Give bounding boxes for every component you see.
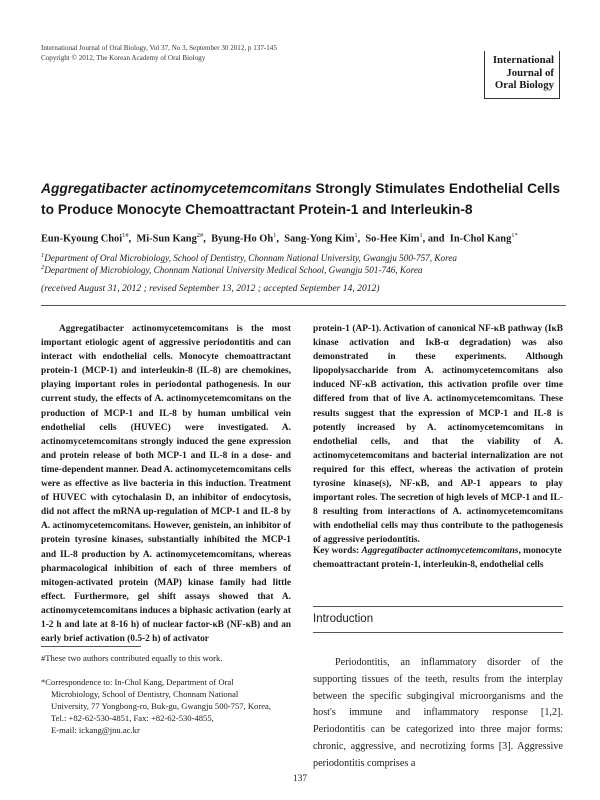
brand-line-1: International	[492, 54, 554, 66]
paper-title	[41, 178, 566, 220]
author-name: Mi-Sun Kang	[136, 233, 197, 245]
footnote-line: *Correspondence to: In-Chol Kang, Department of Oral	[41, 677, 234, 687]
footnote-line: E-mail: ickang@jnu.ac.kr	[51, 725, 140, 735]
affiliation-text: Department of Microbiology, Chonnam National University Medical School, Gwangju 501-746, Korea	[44, 265, 423, 276]
keywords	[313, 545, 563, 572]
introduction-text: Periodontitis, an inflammatory disorder of the supporting tissues of the teeth, results from the interplay between the specific subgingival microorganisms and the host's immune and inflammatory response [1,2]. Periodontitis can be categorized into three major forms: chronic, aggressive, and necrotizing forms [3]. Aggressive periodontitis comprises a	[313, 657, 563, 769]
journal-citation: International Journal of Oral Biology, Vol 37, No 3, September 30 2012, p 137-145	[41, 44, 277, 52]
author-name: Byung-Ho Oh	[211, 233, 274, 245]
section-rule-top	[313, 606, 563, 607]
footnote-line: Tel.: +82-62-530-4851, Fax: +82-62-530-4855,	[51, 713, 214, 723]
abstract-left-column: Aggregatibacter actinomycetemcomitans is the most important etiologic agent of aggressive periodontitis and can interact with endothelial cells. Monocyte chemoattractant protein-1 (MCP-1) and interleukin-8 (IL-8) are chemokines, playing important roles in periodontal pathogenesis. In our current study, the effects of A. actinomycetemcomitans on the production of MCP-1 and IL-8 by human umbilical vein endothelial cells (HUVEC) were investigated. A. actinomycetemcomitans strongly induced the gene expression and protein release of both MCP-1 and IL-8 in a dose- and time-dependent manner. Dead A. actinomycetemcomitans cells were as effective as live bacteria in this induction. Treatment of HUVEC with cytochalasin D, an inhibitor of endocytosis, did not affect the mRNA up-regulation of MCP-1 and IL-8 by A. actinomycetemcomitans. However, genistein, an inhibitor of protein tyrosine kinases, substantially inhibited the MCP-1 and IL-8 production by A. actinomycetemcomitans, whereas pharmacological inhibition of each of three members of mitogen-activated protein (MAP) kinase family had little effect. Furthermore, gel shift assays showed that A. actinomycetemcomitans induces a biphasic activation (early at 1-2 h and late at 8-16 h) of nuclear factor-κB (NF-κB) and an early brief activation (0.5-2 h) of activator	[41, 324, 291, 645]
journal-brand-box	[484, 51, 560, 99]
author-sup: 1*	[511, 232, 518, 239]
footnote-divider	[41, 646, 141, 647]
brand-line-3: Oral Biology	[494, 79, 554, 91]
author-name: In-Chol Kang	[449, 233, 512, 245]
author-sup: 2#	[196, 232, 204, 239]
keywords-italic: Aggregatibacter actinomycetemcomitans	[361, 546, 519, 556]
author-name: So-Hee Kim	[365, 233, 420, 245]
header-divider	[41, 305, 566, 306]
affiliation-sup: 2	[41, 264, 45, 271]
affiliation-text: Department of Oral Microbiology, School of Dentistry, Chonnam National University, Gwangju 500-757, Korea	[44, 253, 457, 264]
author-list: Eun-Kyoung Choi$^{1\#}$, Mi-Sun Kang$^{2\#}$, Byung-Ho Oh$^1$, Sang-Yong Kim$^1$, So-Hee Kim$^1$, and In-Chol Kang$^{1*}$	[41, 232, 518, 245]
title-italic: Aggregatibacter actinomycetemcomitans	[41, 181, 312, 196]
copyright-line: Copyright © 2012, The Korean Academy of Oral Biology	[41, 53, 206, 62]
footnote-line: Microbiology, School of Dentistry, Chonnam National	[51, 689, 239, 699]
affiliation-sup: 1	[41, 252, 45, 259]
footnote-correspondence	[41, 676, 271, 736]
page-number: 137	[292, 774, 308, 784]
author-sup: 1	[273, 232, 277, 239]
footnote-line: University, 77 Yongbong-ro, Buk-gu, Gwangju 500-757, Korea,	[51, 701, 271, 711]
keywords-rest: , monocyte chemoattractant protein-1, interleukin-8, endothelial cells	[313, 546, 562, 570]
received-dates: (received August 31, 2012 ; revised September 13, 2012 ; accepted September 14, 2012)	[41, 283, 380, 294]
author-name: Eun-Kyoung Choi	[41, 233, 123, 245]
brand-line-2: Journal of	[506, 66, 554, 79]
section-heading: Introduction	[313, 613, 374, 625]
author-sup: 1	[354, 232, 358, 239]
title-rest: Strongly Stimulates Endothelial Cells to Produce Monocyte Chemoattractant Protein-1 and Interleukin-8	[41, 181, 561, 217]
footnote-equal-contribution: #These two authors contributed equally to this work.	[41, 653, 223, 663]
author-sup: 1	[419, 232, 423, 239]
keywords-label: Key words:	[313, 546, 362, 556]
author-sup: 1#	[122, 232, 129, 239]
author-name: Sang-Yong Kim	[284, 233, 355, 245]
journal-header	[41, 44, 277, 63]
section-rule-bottom	[313, 632, 563, 633]
affiliation-2	[41, 262, 566, 276]
abstract-right-column: protein-1 (AP-1). Activation of canonical NF-κB pathway (IκB kinase activation and IκB-α degradation) was also demonstrated in these experiments. Although lipopolysaccharide from A. actinomycetemcomitans also induced NF-κB activation, this activation profile over time differed from that of live A. actinomycetemcomitans. These results suggest that the expression of MCP-1 and IL-8 is potently increased by A. actinomycetemcomitans in endothelial cells, and that the viability of A. actinomycetemcomitans and bacterial internalization are not required for this effect, whereas the activation of protein tyrosine kinase(s), NF-κB, and AP-1 appears to play important roles. The secretion of high levels of MCP-1 and IL-8 resulting from interactions of A. actinomycetemcomitans with endothelial cells may thus contribute to the pathogenesis of aggressive periodontitis.	[313, 324, 563, 546]
